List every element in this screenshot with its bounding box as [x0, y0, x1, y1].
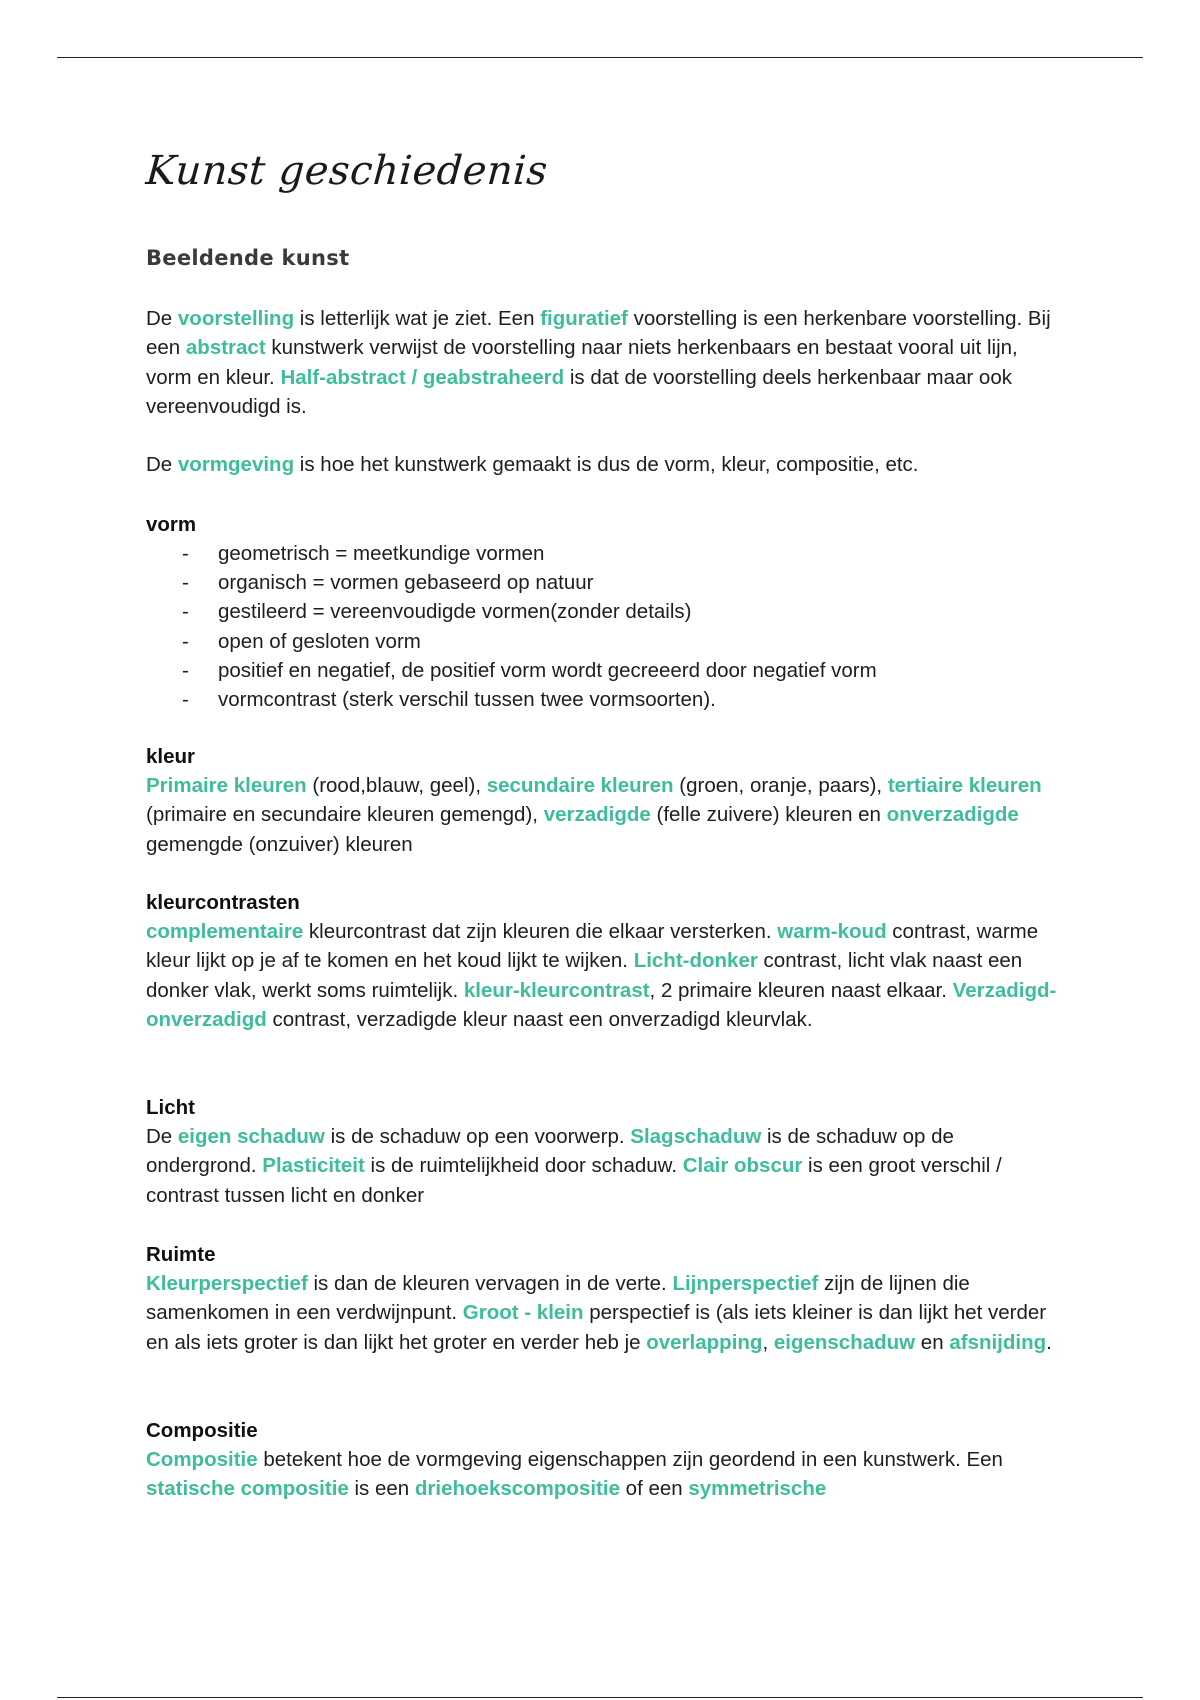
top-rule [57, 57, 1143, 58]
term-statische-compositie: statische compositie [146, 1477, 349, 1501]
section-heading-licht: Licht [146, 1096, 195, 1119]
list-item: - vormcontrast (sterk verschil tussen twee vormsoorten). [182, 688, 716, 712]
list-item: - open of gesloten vorm [182, 629, 421, 653]
page-subtitle: Beeldende kunst [146, 246, 350, 270]
ruimte-section [146, 1240, 1066, 1357]
term-figuratief: figuratief [540, 307, 628, 330]
list-item: - organisch = vormen gebaseerd op natuur [182, 571, 594, 595]
term-verzadigd-onverzadigd: Verzadigd-onverzadigd [146, 978, 1057, 1031]
vorm-list [146, 539, 1066, 714]
term-primaire-kleuren: Primaire kleuren [146, 774, 307, 797]
term-complementaire: complementaire [146, 920, 304, 943]
term-warm-koud: warm-koud [777, 920, 887, 943]
intro-paragraph-vormgeving: De vormgeving is hoe het kunstwerk gemaakt is dus de vorm, kleur, compositie, etc. [146, 453, 919, 477]
term-half-abstract: Half-abstract / geabstraheerd [280, 365, 565, 389]
kleur-section [146, 742, 1066, 859]
term-licht-donker: Licht-donker [633, 949, 758, 973]
term-voorstelling: voorstelling [177, 307, 295, 330]
term-verzadigde: verzadigde [543, 803, 651, 827]
list-item: - gestileerd = vereenvoudigde vormen(zonder details) [182, 600, 692, 624]
intro-paragraph-voorstelling: De voorstelling is letterlijk wat je ziet. Een figuratief voorstelling is een herkenbare voorstelling. Bij een abstract kunstwerk verwijst de voorstelling naar niets herkenbaars en bestaat vooral uit lijn, vorm en kleur. Half-abstract / geabstraheerd is dat de voorstelling deels herkenbaar maar ook vereenvoudigd is. [146, 307, 1051, 418]
list-item: - positief en negatief, de positief vorm wordt gecreeerd door negatief vorm [182, 658, 877, 682]
term-slagschaduw: Slagschaduw [630, 1125, 762, 1148]
term-kleurperspectief: Kleurperspectief [146, 1272, 308, 1295]
term-afsnijding: afsnijding [949, 1330, 1047, 1354]
section-heading-kleur: kleur [146, 745, 195, 768]
kleur-paragraph: Primaire kleuren (rood,blauw, geel), secundaire kleuren (groen, oranje, paars), tertiaire kleuren (primaire en secundaire kleuren gemengd), verzadigde (felle zuivere) kleuren en onverzadigde gemengde (onzuiver) kleuren [146, 774, 1042, 856]
vorm-section [146, 510, 1066, 714]
list-item: - geometrisch = meetkundige vormen [182, 542, 545, 565]
term-kleur-kleurcontrast: kleur-kleurcontrast [463, 978, 650, 1002]
ruimte-paragraph: Kleurperspectief is dan de kleuren vervagen in de verte. Lijnperspectief zijn de lijnen die samenkomen in een verdwijnpunt. Groot - klein perspectief is (als iets kleiner is dan lijkt het verder en als iets groter is dan lijkt het groter en verder heb je overlapping, eigenschaduw en afsnijding. [146, 1272, 1052, 1354]
section-heading-vorm: vorm [146, 513, 197, 536]
term-driehoekscompositie: driehoekscompositie [414, 1477, 620, 1501]
term-plasticiteit: Plasticiteit [262, 1154, 365, 1178]
term-onverzadigde: onverzadigde [886, 803, 1019, 827]
intro-section [146, 304, 1066, 479]
section-heading-compositie: Compositie [146, 1419, 258, 1442]
term-symmetrische: symmetrische [688, 1477, 827, 1501]
term-overlapping: overlapping [646, 1330, 763, 1354]
kleurcontrasten-paragraph: complementaire kleurcontrast dat zijn kleuren die elkaar versterken. warm-koud contrast, warme kleur lijkt op je af te komen en het koud lijkt te wijken. Licht-donker contrast, licht vlak naast een donker vlak, werkt soms ruimtelijk. kleur-kleurcontrast, 2 primaire kleuren naast elkaar. Verzadigd-onverzadigd contrast, verzadigde kleur naast een onverzadigd kleurvlak. [146, 920, 1057, 1031]
term-compositie: Compositie [146, 1448, 258, 1471]
term-eigen-schaduw: eigen schaduw [177, 1125, 325, 1148]
term-tertiaire-kleuren: tertiaire kleuren [887, 774, 1042, 797]
term-clair-obscur: Clair obscur [682, 1154, 803, 1178]
compositie-paragraph: Compositie betekent hoe de vormgeving eigenschappen zijn geordend in een kunstwerk. Een statische compositie is een driehoekscompositie of een symmetrische [146, 1448, 1003, 1501]
section-heading-kleurcontrasten: kleurcontrasten [146, 891, 300, 914]
compositie-section [146, 1416, 1066, 1504]
licht-paragraph: De eigen schaduw is de schaduw op een voorwerp. Slagschaduw is de schaduw op de ondergrond. Plasticiteit is de ruimtelijkheid door schaduw. Clair obscur is een groot verschil / contrast tussen licht en donker [146, 1125, 1002, 1207]
term-abstract: abstract [185, 336, 266, 360]
page-title: Kunst geschiedenis [144, 148, 550, 194]
licht-section [146, 1093, 1066, 1210]
term-secundaire-kleuren: secundaire kleuren [486, 774, 674, 797]
bottom-rule [57, 1697, 1143, 1698]
section-heading-ruimte: Ruimte [146, 1243, 216, 1266]
term-groot-klein: Groot - klein [462, 1301, 584, 1325]
term-eigenschaduw: eigenschaduw [773, 1330, 916, 1354]
term-lijnperspectief: Lijnperspectief [672, 1272, 819, 1295]
term-vormgeving: vormgeving [177, 453, 295, 477]
kleurcontrasten-section [146, 888, 1066, 1034]
